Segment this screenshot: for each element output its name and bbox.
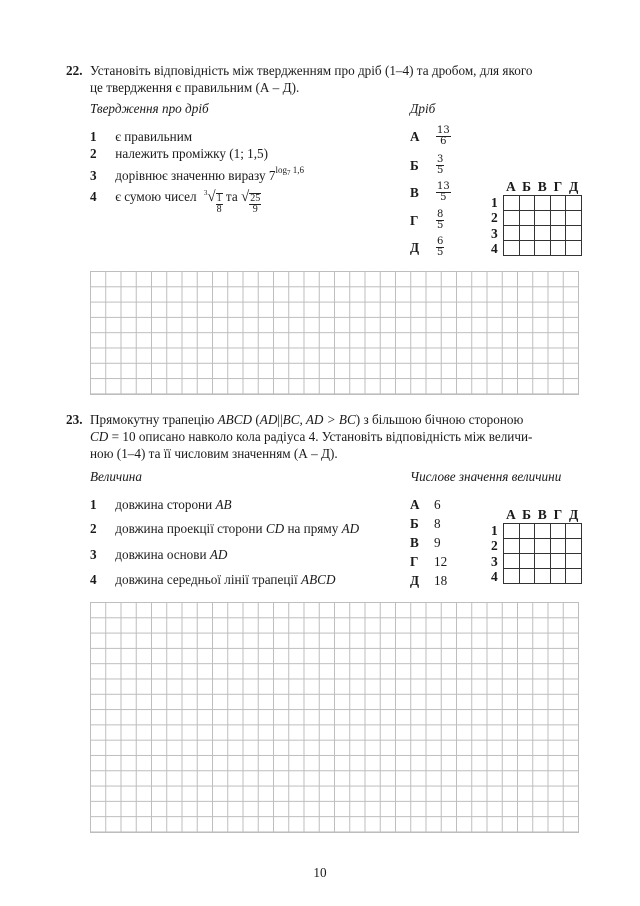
answer-cell[interactable] <box>504 241 520 256</box>
option-h: Г $\frac{8}{5}$ <box>410 209 444 231</box>
answer-cell[interactable] <box>535 569 551 584</box>
answer-cell[interactable] <box>550 524 566 539</box>
option-v: В $\frac{13}{5}$ <box>410 181 450 203</box>
answer-cell[interactable] <box>504 539 520 554</box>
answer-cell[interactable] <box>566 196 582 211</box>
answer-cell[interactable] <box>519 569 535 584</box>
value-option-h: Г 12 <box>410 554 448 569</box>
answer-cell[interactable] <box>504 569 520 584</box>
value-option-b: Б 8 <box>410 516 441 531</box>
square-root-expression: √ $\frac{25}{9}$ <box>241 189 261 215</box>
answer-cell[interactable] <box>535 196 551 211</box>
answer-cell[interactable] <box>535 539 551 554</box>
answer-cell[interactable] <box>550 569 566 584</box>
answer-cell[interactable] <box>550 241 566 256</box>
answer-cell[interactable] <box>535 554 551 569</box>
answer-cell[interactable] <box>504 226 520 241</box>
quantity-1: 1 довжина сторони AB <box>90 497 232 512</box>
answer-cell[interactable] <box>566 226 582 241</box>
answer-cell[interactable] <box>535 226 551 241</box>
answer-cell[interactable] <box>535 524 551 539</box>
radical-sign-icon: √ <box>207 189 216 205</box>
question-22-number: 22. <box>66 63 83 78</box>
value-option-v: В 9 <box>410 535 441 550</box>
answer-cell[interactable] <box>519 226 535 241</box>
question-23-line-2: CD = 10 описано навколо кола радіуса 4. Установіть відповідність між величи- <box>90 429 533 444</box>
answer-cell[interactable] <box>550 211 566 226</box>
question-23-number: 23. <box>66 412 83 427</box>
statement-4: 4 є сумою чисел $^3$√ $\frac{1}{8}$ та √ $\frac{25}{9}$ <box>90 189 261 215</box>
power-expression: $7^{log_7 1,6}$ <box>268 165 304 183</box>
scratch-grid-23[interactable] <box>90 602 579 833</box>
answer-cell[interactable] <box>566 211 582 226</box>
answer-cell[interactable] <box>504 211 520 226</box>
value-option-a: А 6 <box>410 497 441 512</box>
cube-root-expression: $^3$√ $\frac{1}{8}$ <box>203 189 222 215</box>
answer-cell[interactable] <box>519 241 535 256</box>
answer-grid-23-row-labels: 1 2 3 4 <box>491 523 498 584</box>
question-22-text <box>90 62 590 96</box>
values-header: Числове значення величини <box>410 469 562 484</box>
question-22-line-1: Установіть відповідність між твердженням про дріб (1–4) та дробом, для якого <box>90 63 533 78</box>
answer-cell[interactable] <box>550 226 566 241</box>
answer-cell[interactable] <box>550 196 566 211</box>
answer-cell[interactable] <box>566 569 582 584</box>
quantities-header: Величина <box>90 469 142 484</box>
quantity-3: 3 довжина основи AD <box>90 547 228 562</box>
answer-cell[interactable] <box>550 554 566 569</box>
statement-2: 2 належить проміжку (1; 1,5) <box>90 146 269 161</box>
answer-cell[interactable] <box>519 539 535 554</box>
answer-cell[interactable] <box>519 524 535 539</box>
answer-grid-23-header: А Б В Г Д <box>505 507 579 522</box>
answer-cell[interactable] <box>504 196 520 211</box>
page-number: 10 <box>313 865 327 880</box>
answer-cell[interactable] <box>519 196 535 211</box>
answer-cell[interactable] <box>519 554 535 569</box>
option-a: А $\frac{13}{6}$ <box>410 125 450 147</box>
answer-cell[interactable] <box>566 241 582 256</box>
quantity-2: 2 довжина проекції сторони CD на пряму AD <box>90 521 360 536</box>
answer-cell[interactable] <box>566 554 582 569</box>
answer-cell[interactable] <box>535 211 551 226</box>
answer-cell[interactable] <box>550 539 566 554</box>
question-23-line-3: ною (1–4) та її числовим значенням (А – Д). <box>90 446 338 461</box>
answer-cell[interactable] <box>566 524 582 539</box>
radical-sign-icon: √ <box>241 189 250 205</box>
value-option-d: Д 18 <box>410 573 448 588</box>
answer-cell[interactable] <box>504 524 520 539</box>
answer-grid-22-row-labels: 1 2 3 4 <box>491 195 498 256</box>
quantity-4: 4 довжина середньої лінії трапеції ABCD <box>90 572 336 587</box>
answer-cell[interactable] <box>519 211 535 226</box>
scratch-grid-22[interactable] <box>90 271 579 395</box>
question-23-line-1: Прямокутну трапецію ABCD (AD||BC, AD > BC) з більшою бічною стороною <box>90 412 524 427</box>
statement-3: 3 дорівнює значенню виразу $7^{log_7 1,6}$ <box>90 165 304 183</box>
statements-header: Твердження про дріб <box>90 101 209 116</box>
fractions-header: Дріб <box>410 101 436 116</box>
option-b: Б $\frac{3}{5}$ <box>410 154 444 176</box>
answer-grid-22-table <box>503 195 582 256</box>
answer-cell[interactable] <box>566 539 582 554</box>
answer-cell[interactable] <box>535 241 551 256</box>
answer-grid-22-header: А Б В Г Д <box>505 179 579 194</box>
answer-grid-23-table <box>503 523 582 584</box>
option-d: Д $\frac{6}{5}$ <box>410 236 444 258</box>
question-23-text <box>90 411 590 462</box>
question-22-line-2: це твердження є правильним (А – Д). <box>90 80 300 95</box>
statement-1: 1 є правильним <box>90 129 193 144</box>
answer-cell[interactable] <box>504 554 520 569</box>
